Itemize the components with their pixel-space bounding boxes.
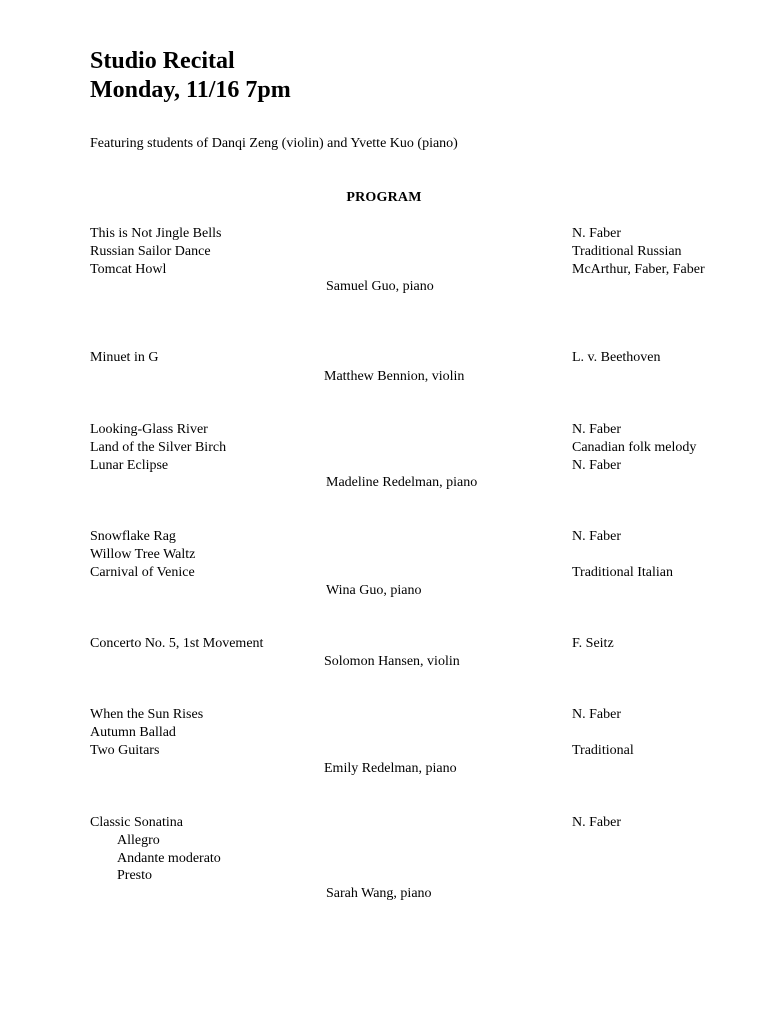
piece-title: Lunar Eclipse: [90, 457, 169, 473]
performer: Emily Redelman, piano: [324, 761, 457, 776]
featuring-line: Featuring students of Danqi Zeng (violin) and Yvette Kuo (piano): [90, 136, 458, 151]
title-line-1: Studio Recital: [90, 48, 235, 74]
performer: Samuel Guo, piano: [326, 279, 434, 294]
program-row: [0, 528, 768, 546]
piece-title: Tomcat Howl: [90, 261, 167, 277]
piece-title: Willow Tree Waltz: [90, 546, 196, 562]
movement-title: Allegro: [117, 832, 160, 848]
program-row: [0, 349, 768, 367]
program-set: [0, 814, 768, 885]
program-row: [0, 867, 768, 885]
piece-title: Autumn Ballad: [90, 724, 176, 740]
program-row: [0, 546, 768, 564]
program-row: [0, 814, 768, 832]
composer: Traditional Russian: [572, 243, 682, 259]
composer: L. v. Beethoven: [572, 350, 661, 365]
program-set: [0, 421, 768, 474]
piece-title: Concerto No. 5, 1st Movement: [90, 636, 264, 651]
program-row: [0, 832, 768, 850]
piece-title: Russian Sailor Dance: [90, 243, 211, 259]
composer: N. Faber: [572, 815, 621, 830]
program-row: [0, 225, 768, 243]
program-set: [0, 635, 768, 653]
composer: N. Faber: [572, 422, 621, 437]
program-row: [0, 261, 768, 279]
composer: F. Seitz: [572, 636, 614, 651]
performer: Matthew Bennion, violin: [324, 369, 465, 384]
recital-title: [90, 47, 291, 105]
program-heading: PROGRAM: [346, 190, 422, 205]
performer: Sarah Wang, piano: [326, 886, 432, 901]
piece-title: Minuet in G: [90, 350, 159, 365]
title-line-2: Monday, 11/16 7pm: [90, 77, 291, 103]
composer: Canadian folk melody: [572, 439, 697, 455]
movement-title: Presto: [117, 868, 152, 884]
program-row: [0, 439, 768, 457]
program-row: [0, 457, 768, 475]
program-set: [0, 528, 768, 581]
program-set: [0, 706, 768, 759]
composer: McArthur, Faber, Faber: [572, 261, 705, 277]
program-row: [0, 564, 768, 582]
performer: Wina Guo, piano: [326, 583, 422, 598]
piece-title: Carnival of Venice: [90, 564, 195, 580]
composer: Traditional: [572, 742, 634, 758]
performer: Madeline Redelman, piano: [326, 475, 478, 490]
program-row: [0, 850, 768, 868]
piece-title: This is Not Jingle Bells: [90, 226, 222, 241]
piece-title: Classic Sonatina: [90, 815, 183, 830]
composer: Traditional Italian: [572, 564, 673, 580]
program-row: [0, 421, 768, 439]
composer: N. Faber: [572, 529, 621, 544]
piece-title: Land of the Silver Birch: [90, 439, 227, 455]
piece-title: When the Sun Rises: [90, 707, 204, 722]
program-row: [0, 635, 768, 653]
performer: Solomon Hansen, violin: [324, 654, 460, 669]
program-row: [0, 243, 768, 261]
movement-title: Andante moderato: [117, 850, 221, 866]
piece-title: Snowflake Rag: [90, 529, 176, 544]
piece-title: Looking-Glass River: [90, 422, 208, 437]
composer: N. Faber: [572, 226, 621, 241]
composer: N. Faber: [572, 457, 621, 473]
program-row: [0, 706, 768, 724]
piece-title: Two Guitars: [90, 742, 160, 758]
program-set: [0, 349, 768, 367]
program-row: [0, 724, 768, 742]
program-row: [0, 742, 768, 760]
composer: N. Faber: [572, 707, 621, 722]
program-set: [0, 225, 768, 278]
